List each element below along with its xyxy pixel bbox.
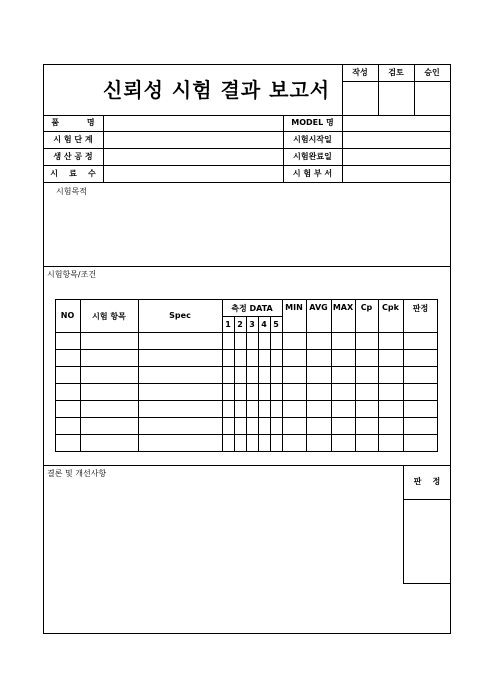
table-grid-line bbox=[246, 316, 247, 452]
info-grid-line bbox=[43, 148, 451, 149]
table-grid-line bbox=[331, 299, 332, 452]
conclusion-label: 결론 및 개선사항 bbox=[47, 469, 107, 478]
info-grid-line bbox=[103, 115, 104, 182]
table-grid-line bbox=[55, 349, 438, 350]
col-header-judge: 판정 bbox=[412, 304, 429, 313]
table-grid-line bbox=[55, 400, 438, 401]
col-header-avg: AVG bbox=[309, 303, 328, 312]
col-header-no: NO bbox=[60, 311, 75, 320]
production-process-label: 생 산 공 정 bbox=[53, 152, 93, 161]
items-conditions-label: 시험항목/조건 bbox=[47, 270, 97, 279]
model-name-label: MODEL 명 bbox=[291, 118, 334, 127]
sample-count-label: 시 료 수 bbox=[50, 169, 96, 178]
table-grid-line bbox=[403, 299, 404, 452]
approval-review-label: 검토 bbox=[388, 68, 404, 77]
approval-header-line bbox=[342, 81, 451, 82]
col-header-test-item: 시험 항목 bbox=[92, 312, 126, 321]
col-header-cpk: Cpk bbox=[382, 303, 399, 312]
table-grid-line bbox=[55, 434, 438, 435]
test-end-date-label: 시험완료일 bbox=[293, 152, 332, 161]
table-grid-line bbox=[306, 299, 307, 452]
col-header-measure-3: 3 bbox=[249, 320, 255, 329]
product-name-label: 품 명 bbox=[51, 118, 95, 127]
table-grid-line bbox=[270, 316, 271, 452]
table-grid-line bbox=[55, 332, 438, 333]
table-grid-line bbox=[222, 316, 282, 317]
table-grid-line bbox=[55, 417, 438, 418]
test-stage-label: 시 험 단 계 bbox=[53, 135, 93, 144]
judgment-label: 판 정 bbox=[413, 477, 441, 486]
info-grid-line bbox=[342, 115, 343, 182]
col-header-measure-2: 2 bbox=[237, 320, 243, 329]
table-grid-line bbox=[378, 299, 379, 452]
table-grid-line bbox=[55, 383, 438, 384]
test-dept-label: 시 험 부 서 bbox=[292, 169, 333, 178]
col-header-measure: 측정 DATA bbox=[231, 304, 273, 313]
col-header-measure-4: 4 bbox=[261, 320, 267, 329]
table-grid-line bbox=[55, 366, 438, 367]
info-grid-line bbox=[43, 115, 451, 116]
table-grid-line bbox=[234, 316, 235, 452]
section-divider bbox=[43, 465, 451, 466]
table-grid-line bbox=[355, 299, 356, 452]
approval-write-label: 작성 bbox=[352, 68, 368, 77]
col-header-spec: Spec bbox=[169, 311, 191, 320]
section-divider bbox=[43, 266, 451, 267]
info-grid-line bbox=[43, 182, 451, 183]
col-header-cp: Cp bbox=[360, 303, 373, 312]
test-start-date-label: 시험시작일 bbox=[293, 135, 332, 144]
info-grid-line bbox=[43, 131, 451, 132]
col-header-measure-1: 1 bbox=[225, 320, 231, 329]
table-grid-line bbox=[258, 316, 259, 452]
report-title: 신뢰성 시험 결과 보고서 bbox=[103, 78, 331, 102]
table-grid-line bbox=[138, 299, 139, 452]
judgment-box-line bbox=[403, 499, 451, 500]
col-header-min: MIN bbox=[285, 303, 303, 312]
info-grid-line bbox=[43, 165, 451, 166]
approval-approve-label: 승인 bbox=[424, 68, 440, 77]
col-header-measure-5: 5 bbox=[273, 320, 279, 329]
judgment-box-line bbox=[403, 583, 451, 584]
purpose-label: 시험목적 bbox=[56, 187, 87, 196]
col-header-max: MAX bbox=[332, 303, 354, 312]
table-grid-line bbox=[282, 299, 283, 452]
